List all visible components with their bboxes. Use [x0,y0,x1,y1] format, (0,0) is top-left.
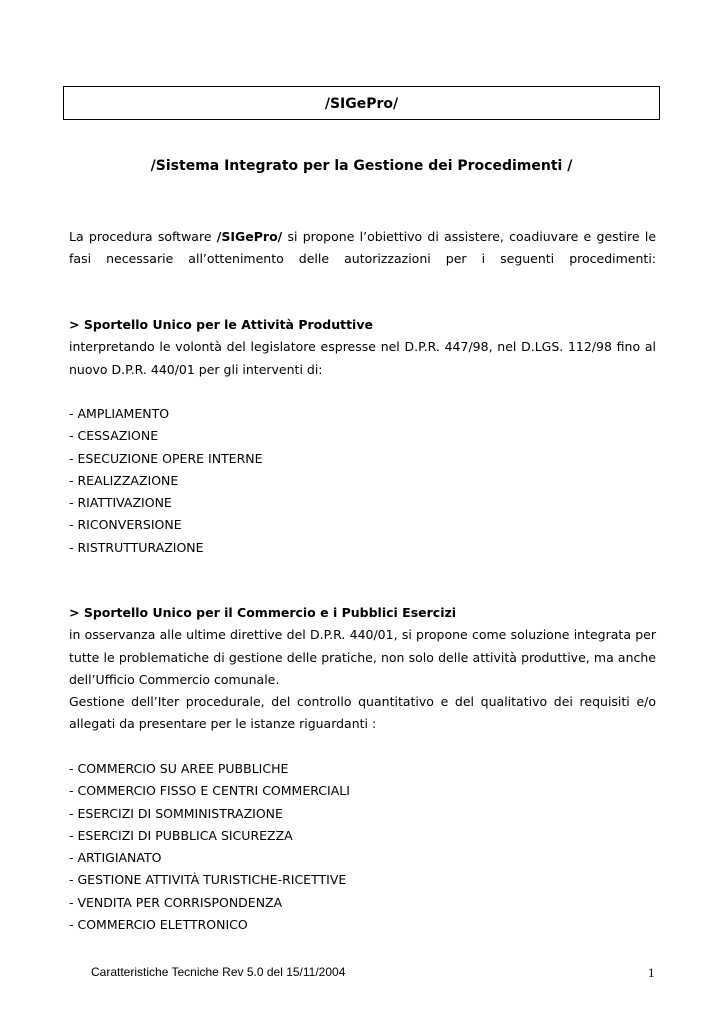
list-item: - ARTIGIANATO [69,850,162,866]
section2-p2-line-2: allegati da presentare per le istanze riguardanti : [69,716,377,732]
intro-product-name: /SIGePro/ [216,229,283,244]
list-item: - COMMERCIO FISSO E CENTRI COMMERCIALI [69,783,350,799]
footer-revision-text: Caratteristiche Tecniche Rev 5.0 del 15/11/2004 [91,965,346,979]
intro-text-after: si propone l’obiettivo di assistere, coadiuvare e gestire le [282,229,657,244]
list-item: - GESTIONE ATTIVITÀ TURISTICHE-RICETTIVE [69,872,347,888]
section1-intervention-list [69,403,656,559]
list-item: - COMMERCIO SU AREE PUBBLICHE [69,761,289,776]
page-number: 1 [648,965,655,980]
document-subtitle: /Sistema Integrato per la Gestione dei Procedimenti / [150,158,573,174]
list-item: - VENDITA PER CORRISPONDENZA [69,894,283,910]
section2-p1-line-1: in osservanza alle ultime direttive del D.P.R. 440/01, si propone come soluzione integrata per [69,627,656,643]
intro-paragraph [69,226,656,271]
section2-p1-line-3: dell’Ufficio Commercio comunale. [69,671,280,687]
list-item: - COMMERCIO ELETTRONICO [69,917,248,933]
list-item: - ESERCIZI DI PUBBLICA SICUREZZA [69,827,293,843]
list-item: - AMPLIAMENTO [69,406,170,421]
section2-istanze-list [69,758,656,936]
intro-line-1 [69,226,656,248]
document-title: /SIGePro/ [324,96,399,112]
title-box [63,86,660,120]
list-item: - CESSAZIONE [69,428,159,444]
section2-p1-line-2: tutte le problematiche di gestione delle pratiche, non solo delle attività produttive, ma anche [69,649,656,665]
intro-line-2: fasi necessarie all’ottenimento delle autorizzazioni per i seguenti procedimenti: [69,251,656,267]
section2-heading: > Sportello Unico per il Commercio e i Pubblici Esercizi [69,605,457,620]
section-attivita-produttive [69,314,656,381]
section2-p2-line-1: Gestione dell’Iter procedurale, del controllo quantitativo e del qualitativo dei requisiti e/o [69,694,656,710]
section-commercio [69,602,656,736]
list-item: - RISTRUTTURAZIONE [69,539,204,555]
list-item: - ESECUZIONE OPERE INTERNE [69,450,263,466]
intro-text-before: La procedura software [69,229,217,244]
section1-heading: > Sportello Unico per le Attività Produttive [69,317,373,332]
section1-line-2: nuovo D.P.R. 440/01 per gli interventi di: [69,361,323,377]
list-item: - RICONVERSIONE [69,517,182,533]
list-item: - ESERCIZI DI SOMMINISTRAZIONE [69,805,283,821]
list-item: - RIATTIVAZIONE [69,495,172,511]
section1-line-1: interpretando le volontà del legislatore espresse nel D.P.R. 447/98, nel D.LGS. 112/98 fino al [69,339,656,355]
list-item: - REALIZZAZIONE [69,472,179,488]
